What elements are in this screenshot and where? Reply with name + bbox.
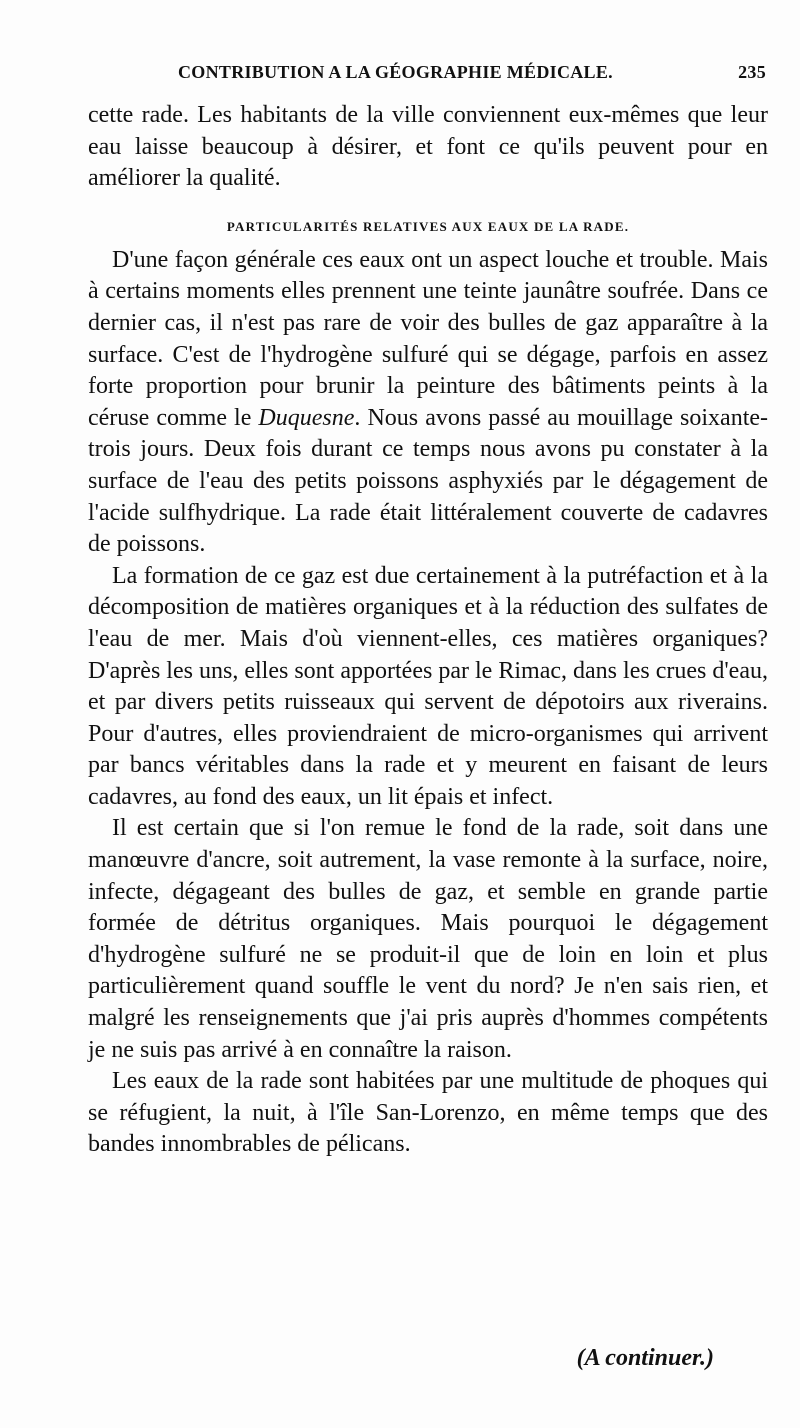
running-header	[88, 62, 766, 92]
running-title: CONTRIBUTION A LA GÉOGRAPHIE MÉDICALE.	[178, 62, 613, 82]
paragraph-water-aspect	[88, 245, 768, 561]
body-text	[88, 100, 768, 1161]
paragraph-text: . Nous avons passé au mouillage soixante-trois jours. Deux fois durant ce temps nous avons pu constater à la surface de l'eau des petits poissons asphyxiés par le dégagement de l'acide sulfhydrique. La rade était littéralement couverte de cadavres de poissons.	[88, 404, 769, 558]
continuation-note: (A continuer.)	[576, 1345, 714, 1371]
paragraph-text: D'une façon générale ces eaux ont un aspect louche et trouble. Mais à certains moments elles prennent une teinte jaunâtre soufrée. Dans ce dernier cas, il n'est pas rare de voir des bulles de gaz apparaître à la surface. C'est de l'hydrogène sulfuré qui se dégage, parfois en assez forte proportion pour brunir la peinture des bâtiments peints à la céruse comme le	[88, 246, 768, 431]
ship-name: Duquesne	[258, 404, 355, 431]
paragraph-harbor-bottom: Il est certain que si l'on remue le fond de la rade, soit dans une manœuvre d'ancre, soit autrement, la vase remonte à la surface, noire, infecte, dégageant des bulles de gaz, et semble en grande partie formée de détritus organiques. Mais pourquoi le dégagement d'hydrogène sulfuré ne se produit-il que de loin en loin et plus particulièrement quand souffle le vent du nord? Je n'en sais rien, et malgré les renseignements que j'ai pris auprès d'hommes compétents je ne suis pas arrivé à en connaître la raison.	[88, 815, 768, 1063]
paragraph-seals: Les eaux de la rade sont habitées par une multitude de phoques qui se réfugient, la nuit, à l'île San-Lorenzo, en même temps que des bandes innombrables de pélicans.	[88, 1068, 768, 1158]
paragraph-gas-formation: La formation de ce gaz est due certainement à la putréfaction et à la décomposition de matières organiques et à la réduction des sulfates de l'eau de mer. Mais d'où viennent-elles, ces matières organiques? D'après les uns, elles sont apportées par le Rimac, dans les crues d'eau, et par divers petits ruisseaux qui servent de dépotoirs aux riverains. Pour d'autres, elles proviendraient de micro-organismes qui arrivent par bancs véritables dans la rade et y meurent en faisant de leurs cadavres, au fond des eaux, un lit épais et infect.	[88, 562, 768, 810]
page-number: 235	[738, 62, 766, 82]
paragraph-continued: cette rade. Les habitants de la ville conviennent eux-mêmes que leur eau laisse beaucoup à désirer, et font ce qu'ils peuvent pour en améliorer la qualité.	[88, 102, 768, 192]
section-heading: PARTICULARITÉS RELATIVES AUX EAUX DE LA RADE.	[226, 218, 630, 234]
